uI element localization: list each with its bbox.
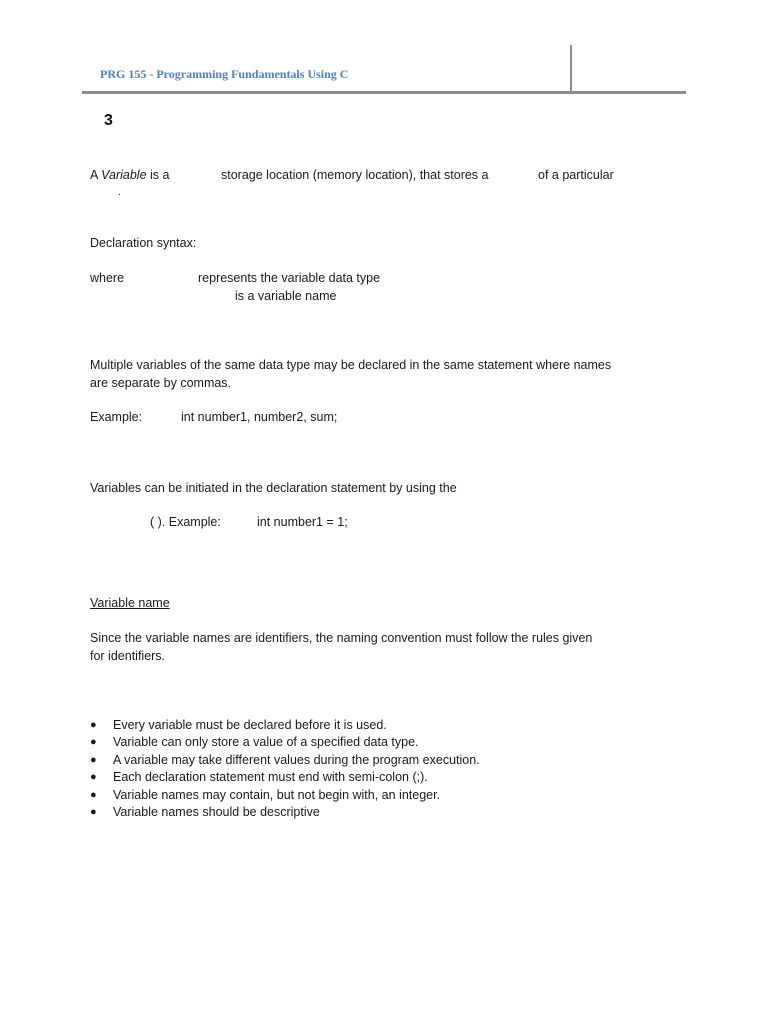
list-item: ● Variable names should be descriptive <box>90 804 480 821</box>
definition-line <box>90 167 169 184</box>
definition-term: Variable <box>101 168 147 182</box>
variable-name-line1: Since the variable names are identifiers, the naming convention must follow the rules given <box>90 631 593 645</box>
definition-part1: A <box>90 168 102 182</box>
example-label: Example: <box>90 410 143 424</box>
name-description: is a variable name <box>235 289 337 303</box>
example-code: int number1, number2, sum; <box>181 410 338 424</box>
definition-trailing-mark: . <box>118 187 121 198</box>
bullet-icon: ● <box>90 771 97 784</box>
initialization-paren: ( ). Example: <box>150 515 221 529</box>
definition-part2: is a <box>146 168 170 182</box>
course-title: PRG 155 - Programming Fundamentals Using C <box>100 67 349 81</box>
definition-part4: of a particular <box>538 168 614 182</box>
list-item: ● A variable may take different values during the program execution. <box>90 752 480 769</box>
bullet-icon: ● <box>90 719 97 731</box>
chapter-number: 3 <box>104 112 113 129</box>
bullet-icon: ● <box>90 806 97 819</box>
multiple-line1: Multiple variables of the same data type may be declared in the same statement where names <box>90 358 612 372</box>
bullet-icon: ● <box>90 753 97 766</box>
rules-list <box>90 717 480 821</box>
list-item: ● Each declaration statement must end with semi-colon (;). <box>90 769 480 786</box>
type-description: represents the variable data type <box>198 271 381 285</box>
variable-name-heading: Variable name <box>90 596 170 610</box>
list-item: ● Every variable must be declared before it is used. <box>90 717 480 734</box>
header-divider-vertical <box>570 45 572 92</box>
declaration-heading: Declaration syntax: <box>90 236 197 250</box>
definition-part3: storage location (memory location), that stores a <box>221 168 489 182</box>
list-item: ● Variable can only store a value of a specified data type. <box>90 734 480 751</box>
header-rule <box>82 91 686 94</box>
initialization-line1: Variables can be initiated in the declaration statement by using the <box>90 481 457 495</box>
where-label: where <box>90 271 125 285</box>
bullet-icon: ● <box>90 788 97 801</box>
variable-name-line2: for identifiers. <box>90 649 166 663</box>
bullet-icon: ● <box>90 736 97 749</box>
initialization-code: int number1 = 1; <box>257 515 348 529</box>
list-item: ● Variable names may contain, but not begin with, an integer. <box>90 787 480 804</box>
multiple-line2: are separate by commas. <box>90 376 232 390</box>
